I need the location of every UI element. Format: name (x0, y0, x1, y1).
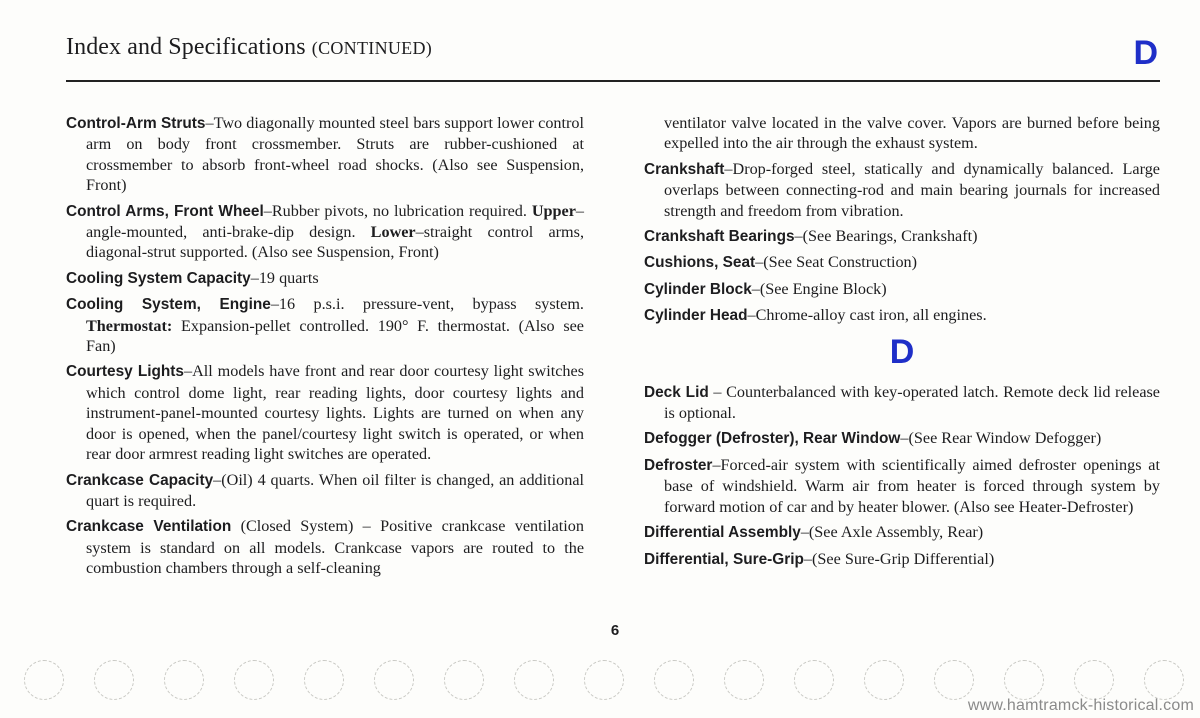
binder-hole (444, 660, 484, 700)
entry-term: Defroster (644, 456, 713, 474)
binder-hole (584, 660, 624, 700)
entry-term: Control Arms, Front Wheel (66, 202, 264, 220)
page-number: 6 (610, 622, 620, 639)
entry-crankcase-capacity (66, 470, 584, 512)
binder-hole (374, 660, 414, 700)
entry-term: Crankcase Ventilation (66, 518, 232, 536)
entry-term: Differential, Sure-Grip (644, 550, 804, 568)
entry-text: –Rubber pivots, no lubrication required. (263, 201, 532, 220)
entry-term: Cooling System, Engine (66, 296, 271, 314)
entry-crankshaft-bearings (644, 226, 1160, 247)
binder-hole (724, 660, 764, 700)
entry-text: –Drop-forged steel, statically and dynamically balanced. Large overlaps between connecting-rod and main bearing journals for increased strength and freedom from vibration. (664, 159, 1160, 220)
entry-term: Defogger (Defroster), Rear Window (644, 430, 901, 448)
entry-text: –Forced-air system with scientifically aimed defroster openings at base of windshield. Warm air from heater is forced through system by forward motion of car and by heater blower. (Also see Heater-Defroster) (664, 455, 1160, 516)
entry-text: –angle-mounted, anti-brake-dip design. (86, 201, 584, 242)
entry-crankcase-ventilation (66, 516, 584, 578)
entry-term: Control-Arm Struts (66, 115, 206, 132)
entry-text: –(See Sure-Grip Differential) (803, 549, 995, 568)
entry-text: –(Oil) 4 quarts. When oil filter is changed, an additional quart is required. (86, 470, 585, 510)
section-letter-d: D (889, 332, 915, 371)
entry-differential-sure-grip (644, 549, 1160, 570)
binder-hole (1004, 660, 1044, 700)
entry-text: –(See Rear Window Defogger) (900, 429, 1102, 448)
entry-term: Cooling System Capacity (66, 269, 251, 287)
watermark: www.hamtramck-historical.com (967, 697, 1194, 714)
entry-deck-lid (644, 382, 1160, 424)
binder-hole (234, 660, 274, 700)
binder-hole (864, 660, 904, 700)
entry-term: Courtesy Lights (66, 363, 184, 381)
entry-term: Cylinder Head (644, 307, 748, 325)
entry-defroster (644, 455, 1160, 517)
binder-hole (24, 660, 64, 700)
entry-subterm: Lower (370, 223, 416, 242)
entry-text: –(See Seat Construction) (755, 253, 918, 272)
binder-hole (94, 660, 134, 700)
entry-term: Crankshaft (644, 160, 725, 178)
entry-control-arm-struts (66, 113, 584, 196)
entry-text: – Counterbalanced with key-operated latch. Remote deck lid release is optional. (664, 382, 1160, 423)
entry-term: Differential Assembly (644, 524, 801, 542)
entry-term: Crankcase Capacity (66, 471, 214, 489)
entry-term: Crankshaft Bearings (644, 228, 795, 246)
entry-cylinder-head (644, 305, 1160, 326)
entry-term: Cushions, Seat (644, 254, 756, 272)
binder-hole (794, 660, 834, 700)
entry-text: –(See Axle Assembly, Rear) (800, 523, 984, 542)
page-title (66, 34, 432, 61)
binder-hole (654, 660, 694, 700)
binder-hole (1074, 660, 1114, 700)
binder-hole (164, 660, 204, 700)
binder-hole (934, 660, 974, 700)
entry-text: –All models have front and rear door courtesy light switches which control dome light, rear reading lights, door courtesy lights and instrument-panel-mounted courtesy lights. Lights are turned on when any door is opened, when the panel/courtesy light switch is operated, or when rear door armrest reading light switches are operated. (86, 362, 584, 464)
entry-courtesy-lights (66, 361, 584, 464)
entry-text: –19 quarts (250, 268, 319, 287)
binder-hole (514, 660, 554, 700)
entry-defogger-rear-window (644, 428, 1160, 449)
header-section-letter: D (1133, 34, 1158, 72)
entry-text: –Two diagonally mounted steel bars support lower control arm on body front crossmember. Struts are rubber-cushioned at crossmember to absorb front-wheel road shocks. (Also see Suspension, Front) (86, 114, 584, 195)
entry-text: –16 p.s.i. pressure-vent, bypass system. (270, 295, 584, 314)
entry-text: Expansion-pellet controlled. 190° F. thermostat. (Also see Fan) (86, 316, 584, 356)
binder-hole (1144, 660, 1184, 700)
binder-hole (304, 660, 344, 700)
entry-crankshaft (644, 159, 1160, 221)
entry-subterm: Thermostat: (86, 316, 173, 335)
entry-continuation: ventilator valve located in the valve cover. Vapors are burned before being expelled into the air through the exhaust system. (664, 114, 1160, 153)
page-header (66, 30, 1160, 82)
continued-label: (CONTINUED) (311, 38, 433, 58)
entry-text: –straight control arms, diagonal-strut supported. (Also see Suspension, Front) (86, 223, 584, 262)
entry-text: –(See Engine Block) (751, 279, 887, 298)
entry-control-arms-front-wheel (66, 201, 584, 263)
entry-text: –(See Bearings, Crankshaft) (794, 227, 978, 246)
entry-cooling-system-engine (66, 294, 584, 356)
left-column (66, 113, 584, 584)
entry-cushions-seat (644, 252, 1160, 273)
entry-differential-assembly (644, 522, 1160, 543)
entry-term: Cylinder Block (644, 280, 752, 298)
right-column (644, 113, 1160, 575)
entry-text: (Closed System) – Positive crankcase ventilation system is standard on all models. Crankcase vapors are routed to the combustion chambers through a self-cleaning (86, 517, 584, 578)
entry-text: –Chrome-alloy cast iron, all engines. (747, 306, 987, 325)
entry-subterm: Upper (531, 201, 576, 220)
title-text: Index and Specifications (66, 34, 306, 60)
entry-cooling-system-capacity (66, 268, 584, 289)
entry-term: Deck Lid (644, 383, 709, 401)
entry-cylinder-block (644, 279, 1160, 300)
